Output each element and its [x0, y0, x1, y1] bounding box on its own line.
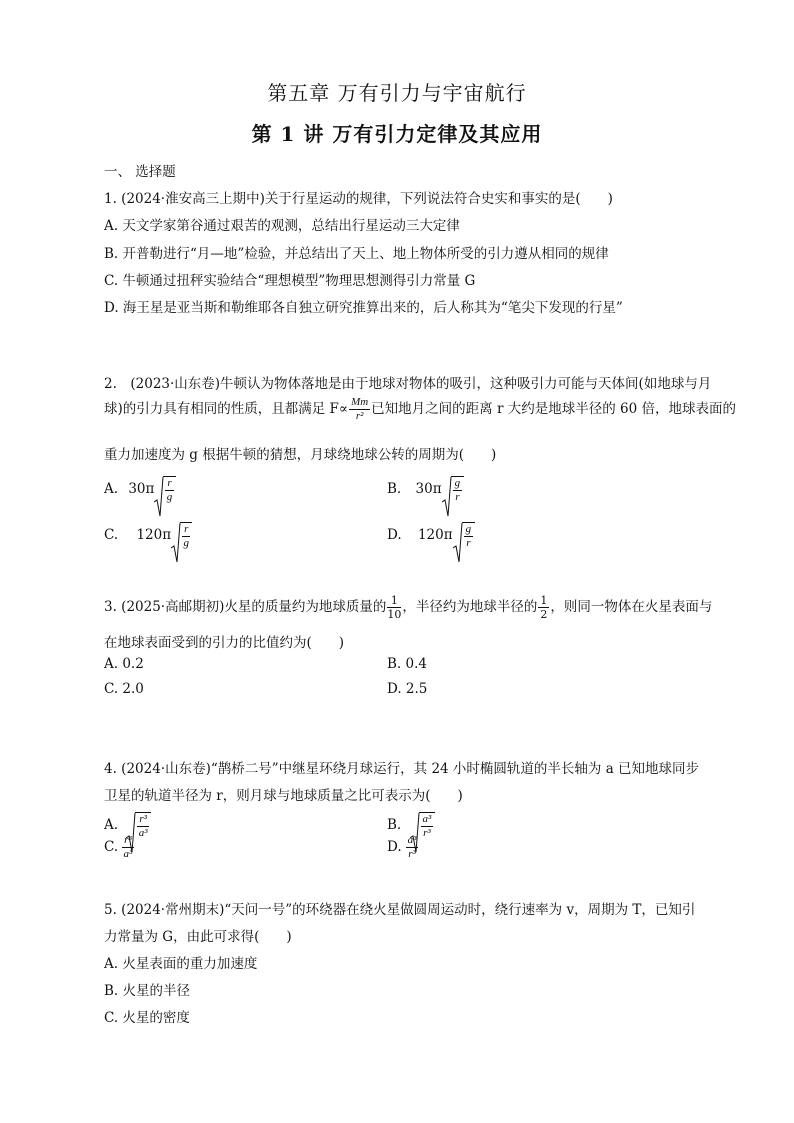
q3-option-b: B. 0.4 [387, 656, 427, 672]
q2-option-b-coef: 30π [415, 481, 442, 497]
q2-line2-end: 已知地月之间的距离 r 大约是地球半径的 60 倍，地球表面的 [371, 401, 736, 417]
q2-d-den: r [466, 537, 471, 549]
q3-line1-mid: ，半径约为地球半径的 [402, 599, 538, 615]
q4-d-num: a³ [407, 834, 417, 846]
q4-b-num: a³ [422, 813, 432, 825]
q2-option-b-label: B. [387, 481, 402, 497]
q4-d-fraction [406, 835, 419, 860]
q2-d-num: g [465, 523, 472, 535]
q2-force-fraction [349, 397, 370, 422]
q5-line2: 力常量为 G，由此可求得( ) [104, 929, 292, 945]
q4-option-b-label: B. [387, 817, 402, 833]
q2-b-den: r [455, 491, 460, 503]
q4-c-num: r³ [124, 834, 132, 846]
q4-line2: 卫星的轨道半径为 r，则月球与地球质量之比可表示为( ) [104, 788, 463, 804]
q2-option-d-label: D. [387, 527, 402, 543]
q3-f1-den: 10 [387, 608, 402, 621]
q3-f2-num: 1 [540, 594, 548, 607]
q5-option-a: A. 火星表面的重力加速度 [104, 956, 258, 972]
q2-b-num: g [454, 477, 461, 489]
lesson-title: 第 1 讲 万有引力定律及其应用 [251, 122, 543, 146]
q3-radius-fraction [538, 595, 549, 620]
q3-line2: 在地球表面受到的引力的比值约为( ) [104, 635, 345, 651]
q4-option-a-label: A. [104, 817, 119, 833]
q2-option-b [387, 476, 464, 503]
q5-line1: 5. (2024·常州期末)“天问一号”的环绕器在绕火星做圆周运动时，绕行速率为 v，周期为 T，已知引 [104, 902, 696, 918]
q2-option-a [104, 476, 176, 503]
q2-option-c-label: C. [104, 527, 119, 543]
q4-line1: 4. (2024·山东卷)“鹊桥二号”中继星环绕月球运行，其 24 小时椭圆轨道的半长轴为 a 已知地球同步 [104, 761, 700, 777]
q2-option-c [104, 522, 192, 549]
q4-c-den: a³ [123, 848, 133, 860]
sqrt-symbol [154, 476, 175, 503]
q3-line1-end: ，则同一物体在火星表面与 [550, 599, 713, 615]
q2-c-num: r [184, 523, 189, 535]
sqrt-symbol [171, 522, 192, 549]
q3-mass-fraction [387, 595, 401, 620]
q3-option-a: A. 0.2 [104, 656, 144, 672]
q5-option-c: C. 火星的密度 [104, 1010, 190, 1026]
q4-a-den: a³ [138, 827, 148, 839]
q2-line1: 2. (2023·山东卷)牛顿认为物体落地是由于地球对物体的吸引，这种吸引力可能与天体间(如地球与月 [104, 376, 712, 392]
sqrt-symbol [453, 522, 476, 549]
q2-option-c-coef: 120π [136, 527, 172, 543]
q3-option-c: C. 2.0 [104, 681, 144, 697]
q2-option-a-coef: 30π [128, 481, 155, 497]
section-title: 一、 选择题 [104, 164, 176, 180]
q2-line2-start: 球)的引力具有相同的性质，且都满足 F∝ [104, 401, 349, 417]
q2-option-d-coef: 120π [417, 527, 453, 543]
q2-a-den: g [166, 491, 173, 503]
q5-option-b: B. 火星的半径 [104, 983, 191, 999]
q2-c-den: g [183, 537, 189, 549]
q1-stem: 1. (2024·淮安高三上期中)关于行星运动的规律，下列说法符合史实和事实的是( ) [104, 191, 613, 207]
q2-line2 [104, 397, 736, 422]
q3-f2-den: 2 [540, 608, 548, 621]
q3-f1-num: 1 [387, 595, 401, 608]
q4-option-d [387, 835, 419, 860]
q1-option-b: B. 开普勒进行“月—地”检验，并总结出了天上、地上物体所受的引力遵从相同的规律 [104, 246, 609, 262]
q4-c-fraction [122, 835, 134, 860]
q4-a-num: r³ [139, 813, 147, 825]
q4-option-c-label: C. [104, 839, 119, 855]
q2-option-d [387, 522, 475, 549]
chapter-title: 第五章 万有引力与宇宙航行 [267, 81, 527, 105]
q2-option-a-label: A. [104, 481, 119, 497]
q3-line1-start: 3. (2025·高邮期初)火星的质量约为地球质量的 [104, 599, 387, 615]
sqrt-symbol [442, 476, 465, 503]
q1-option-c: C. 牛顿通过扭秤实验结合“理想模型”物理思想测得引力常量 G [104, 273, 476, 289]
q1-option-d: D. 海王星是亚当斯和勒维耶各自独立研究推算出来的，后人称其为“笔尖下发现的行星” [104, 300, 623, 316]
q3-line1 [104, 595, 712, 620]
q2-a-num: r [167, 477, 172, 489]
q4-b-den: r³ [423, 827, 431, 839]
q4-d-den: r³ [408, 848, 416, 860]
q3-option-d: D. 2.5 [387, 681, 428, 697]
q4-option-d-label: D. [387, 839, 402, 855]
q2-line3: 重力加速度为 g 根据牛顿的猜想，月球绕地球公转的周期为( ) [104, 447, 497, 463]
q1-option-a: A. 天文学家第谷通过艰苦的观测，总结出行星运动三大定律 [104, 218, 460, 234]
q2-frac-num: Mm [351, 396, 369, 408]
q2-frac-den: r² [355, 410, 364, 422]
q4-option-c [104, 835, 135, 860]
